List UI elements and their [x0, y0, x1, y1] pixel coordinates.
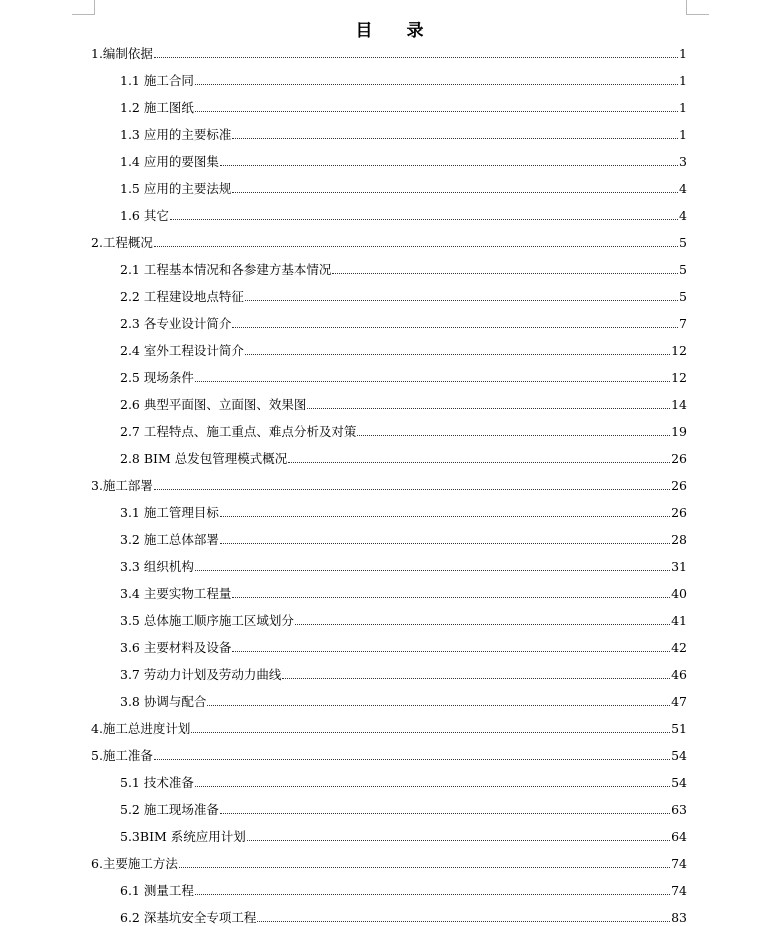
page-corner-mark-left — [72, 0, 95, 15]
toc-entry-text: 2.1 工程基本情况和各参建方基本情况 — [120, 262, 332, 277]
toc-entry[interactable] — [91, 520, 687, 547]
toc-dot-leader — [307, 408, 670, 409]
toc-dot-leader — [232, 327, 678, 328]
toc-dot-leader — [288, 462, 670, 463]
toc-entry-text: 2.3 各专业设计简介 — [120, 316, 232, 331]
toc-dot-leader — [207, 705, 670, 706]
toc-dot-leader — [232, 597, 670, 598]
toc-page-number: 54 — [671, 775, 687, 790]
toc-dot-leader — [195, 786, 670, 787]
toc-entry-text: 1.5 应用的主要法规 — [120, 181, 232, 196]
toc-dot-leader — [154, 489, 670, 490]
toc-dot-leader — [245, 354, 670, 355]
toc-dot-leader — [195, 570, 670, 571]
toc-page-number: 26 — [671, 505, 687, 520]
toc-entry[interactable] — [91, 331, 687, 358]
toc-entry[interactable] — [91, 169, 687, 196]
toc-entry[interactable] — [91, 817, 687, 844]
toc-entry[interactable] — [91, 493, 687, 520]
toc-entry[interactable] — [91, 655, 687, 682]
toc-page-number: 31 — [671, 559, 687, 574]
toc-entry[interactable] — [91, 898, 687, 925]
toc-dot-leader — [232, 138, 678, 139]
toc-dot-leader — [232, 192, 678, 193]
toc-page-number: 5 — [679, 289, 687, 304]
toc-entry[interactable] — [91, 547, 687, 574]
toc-entry[interactable] — [91, 304, 687, 331]
toc-dot-leader — [154, 246, 678, 247]
toc-entry-text: 4.施工总进度计划 — [91, 721, 191, 736]
toc-page-number: 3 — [679, 154, 687, 169]
toc-entry[interactable] — [91, 601, 687, 628]
toc-dot-leader — [220, 543, 670, 544]
toc-page-number: 40 — [671, 586, 687, 601]
toc-entry-text: 2.5 现场条件 — [120, 370, 194, 385]
toc-title: 目 录 — [355, 21, 438, 41]
toc-page-number: 12 — [671, 343, 687, 358]
toc-dot-leader — [220, 516, 670, 517]
toc-entry[interactable] — [91, 763, 687, 790]
toc-entry-text: 3.7 劳动力计划及劳动力曲线 — [120, 667, 282, 682]
toc-entry[interactable] — [91, 358, 687, 385]
page-corner-mark-right — [686, 0, 709, 15]
toc-dot-leader — [220, 813, 670, 814]
toc-page-number: 64 — [671, 829, 687, 844]
toc-entry[interactable] — [91, 142, 687, 169]
toc-entry-text: 3.4 主要实物工程量 — [120, 586, 232, 601]
toc-entry-text: 5.2 施工现场准备 — [120, 802, 219, 817]
toc-entry[interactable] — [91, 790, 687, 817]
toc-dot-leader — [232, 651, 670, 652]
toc-entry[interactable] — [91, 88, 687, 115]
toc-page-number: 46 — [671, 667, 687, 682]
toc-dot-leader — [257, 921, 670, 922]
toc-entry[interactable] — [91, 736, 687, 763]
toc-entry-text: 3.5 总体施工顺序施工区域划分 — [120, 613, 294, 628]
toc-dot-leader — [170, 219, 678, 220]
toc-entry-text: 1.1 施工合同 — [120, 73, 194, 88]
toc-entry-text: 2.6 典型平面图、立面图、效果图 — [120, 397, 307, 412]
toc-dot-leader — [357, 435, 670, 436]
toc-page-number: 1 — [679, 46, 687, 61]
toc-dot-leader — [220, 165, 678, 166]
toc-entry-text: 6.主要施工方法 — [91, 856, 178, 871]
toc-page-number: 1 — [679, 73, 687, 88]
toc-page-number: 42 — [671, 640, 687, 655]
toc-entry-text: 6.2 深基坑安全专项工程 — [120, 910, 257, 925]
toc-dot-leader — [195, 84, 678, 85]
toc-page-number: 12 — [671, 370, 687, 385]
toc-entry-text: 1.3 应用的主要标准 — [120, 127, 232, 142]
table-of-contents — [91, 34, 687, 925]
toc-page-number: 83 — [671, 910, 687, 925]
toc-entry-text: 2.工程概况 — [91, 235, 153, 250]
toc-dot-leader — [247, 840, 670, 841]
toc-page-number: 7 — [679, 316, 687, 331]
toc-dot-leader — [195, 894, 670, 895]
toc-entry-text: 1.编制依据 — [91, 46, 153, 61]
toc-dot-leader — [191, 732, 670, 733]
toc-page-number: 28 — [671, 532, 687, 547]
toc-entry-text: 1.6 其它 — [120, 208, 169, 223]
toc-entry-text: 5.施工准备 — [91, 748, 153, 763]
toc-entry-text: 3.2 施工总体部署 — [120, 532, 219, 547]
toc-dot-leader — [154, 57, 678, 58]
toc-entry-text: 2.2 工程建设地点特征 — [120, 289, 244, 304]
toc-dot-leader — [295, 624, 670, 625]
toc-entry-text: 3.8 协调与配合 — [120, 694, 207, 709]
toc-entry[interactable] — [91, 223, 687, 250]
toc-entry[interactable] — [91, 574, 687, 601]
toc-dot-leader — [245, 300, 678, 301]
toc-page-number: 26 — [671, 451, 687, 466]
toc-page-number: 74 — [671, 883, 687, 898]
toc-page-number: 47 — [671, 694, 687, 709]
toc-dot-leader — [154, 759, 670, 760]
toc-entry-text: 3.3 组织机构 — [120, 559, 194, 574]
toc-entry[interactable] — [91, 628, 687, 655]
toc-entry-text: 3.施工部署 — [91, 478, 153, 493]
toc-entry-text: 1.4 应用的要图集 — [120, 154, 219, 169]
toc-page-number: 4 — [679, 181, 687, 196]
toc-entry-text: 2.7 工程特点、施工重点、难点分析及对策 — [120, 424, 357, 439]
toc-entry-text: 2.4 室外工程设计简介 — [120, 343, 244, 358]
toc-entry[interactable] — [91, 34, 687, 61]
toc-page-number: 54 — [671, 748, 687, 763]
toc-entry-text: 1.2 施工图纸 — [120, 100, 194, 115]
toc-entry[interactable] — [91, 61, 687, 88]
toc-page-number: 19 — [671, 424, 687, 439]
toc-page-number: 51 — [671, 721, 687, 736]
toc-entry[interactable] — [91, 871, 687, 898]
toc-page-number: 5 — [679, 235, 687, 250]
toc-entry[interactable] — [91, 682, 687, 709]
toc-dot-leader — [282, 678, 670, 679]
toc-entry-text: 6.1 测量工程 — [120, 883, 194, 898]
toc-entry[interactable] — [91, 196, 687, 223]
toc-entry[interactable] — [91, 439, 687, 466]
toc-entry[interactable] — [91, 466, 687, 493]
toc-page-number: 1 — [679, 100, 687, 115]
toc-page-number: 14 — [671, 397, 687, 412]
toc-entry[interactable] — [91, 844, 687, 871]
toc-dot-leader — [195, 381, 670, 382]
toc-entry[interactable] — [91, 250, 687, 277]
toc-entry-text: 5.3BIM 系统应用计划 — [120, 829, 246, 844]
toc-page-number: 4 — [679, 208, 687, 223]
toc-entry-text: 3.6 主要材料及设备 — [120, 640, 232, 655]
toc-entry-text: 5.1 技术准备 — [120, 775, 194, 790]
toc-entry[interactable] — [91, 277, 687, 304]
toc-entry[interactable] — [91, 412, 687, 439]
toc-dot-leader — [195, 111, 678, 112]
toc-page-number: 5 — [679, 262, 687, 277]
toc-dot-leader — [179, 867, 670, 868]
toc-page-number: 41 — [671, 613, 687, 628]
toc-page-number: 1 — [679, 127, 687, 142]
toc-entry[interactable] — [91, 115, 687, 142]
toc-page-number: 63 — [671, 802, 687, 817]
toc-entry[interactable] — [91, 385, 687, 412]
toc-page-number: 26 — [671, 478, 687, 493]
toc-entry[interactable] — [91, 709, 687, 736]
toc-entry-text: 3.1 施工管理目标 — [120, 505, 219, 520]
toc-entry-text: 2.8 BIM 总发包管理模式概况 — [120, 451, 288, 466]
toc-page-number: 74 — [671, 856, 687, 871]
toc-dot-leader — [332, 273, 678, 274]
